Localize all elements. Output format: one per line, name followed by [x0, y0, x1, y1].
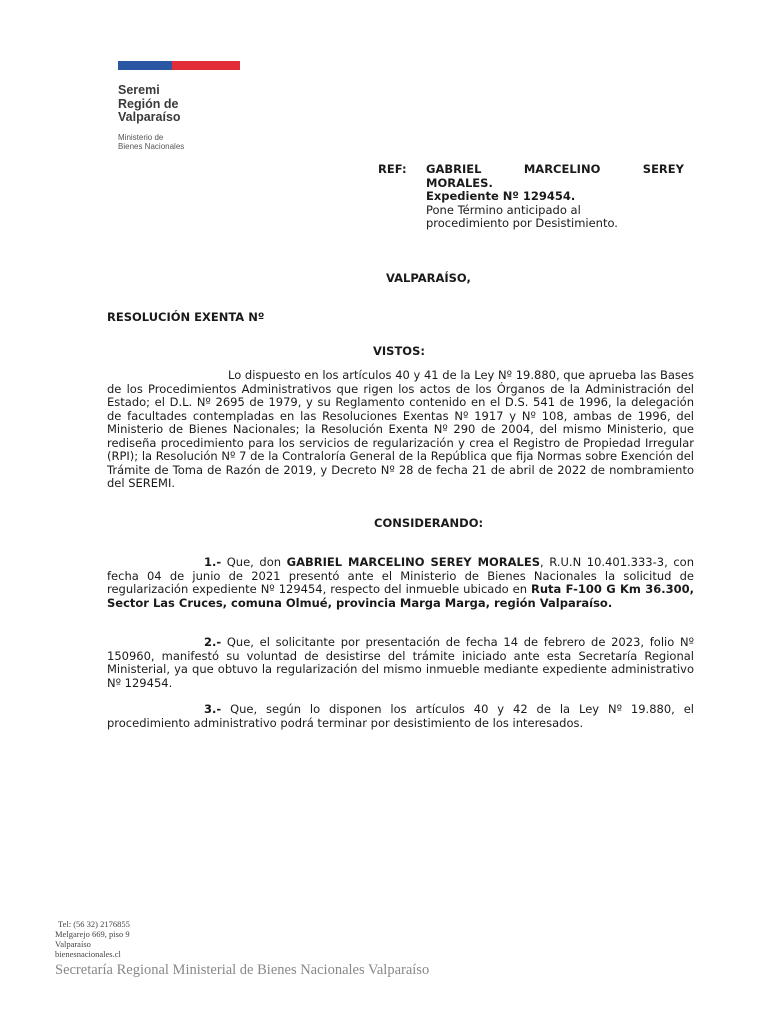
logo-flag-blue: [118, 61, 172, 70]
logo-flag-red: [172, 61, 240, 70]
city-date-line: VALPARAÍSO,: [386, 271, 471, 285]
item-number: 1.-: [204, 555, 222, 569]
footer-phone: Tel: (56 32) 2176855: [58, 919, 130, 929]
ref-body: [426, 163, 684, 231]
ref-name-word: MARCELINO: [523, 162, 601, 176]
ref-name-line: [426, 163, 684, 177]
ref-label: REF:: [378, 162, 407, 176]
logo-title-line: Región de: [118, 96, 179, 111]
logo-subtitle-line: Ministerio de: [118, 132, 164, 142]
logo-title-line: Valparaíso: [118, 110, 181, 124]
property-location: Ruta F-100 G Km 36.300, Sector Las Cruces, comuna Olmué, provincia Marga Marga, región Valparaíso.: [107, 582, 694, 610]
footer-title: Secretaría Regional Ministerial de Bienes Nacionales Valparaíso: [55, 962, 430, 978]
ref-description: procedimiento por Desistimiento.: [426, 216, 618, 230]
footer-address: Melgarejo 669, piso 9: [55, 929, 130, 939]
item-number: 2.-: [204, 635, 222, 649]
logo-title: [118, 84, 240, 125]
considerando-item-2: [107, 636, 694, 690]
ref-name-word: SEREY: [642, 162, 684, 176]
item-text: Que, según lo disponen los artículos 40 y 42 de la Ley Nº 19.880, el procedimiento administrativo podrá terminar por desistimiento de los interesados.: [107, 702, 694, 730]
ref-name-word: GABRIEL: [426, 162, 482, 176]
footer-website: bienesnacionales.cl: [55, 949, 121, 959]
logo-title-line: Seremi: [118, 83, 160, 97]
ref-name-continuation: MORALES.: [426, 175, 493, 190]
logo-subtitle: [118, 133, 240, 152]
logo-flag-bar: [118, 61, 240, 70]
considerando-heading: CONSIDERANDO:: [374, 516, 484, 530]
vistos-heading: VISTOS:: [373, 344, 425, 358]
logo-subtitle-line: Bienes Nacionales: [118, 142, 185, 151]
resolution-title: RESOLUCIÓN EXENTA Nº: [107, 310, 265, 324]
ref-expediente: Expediente Nº 129454.: [426, 189, 576, 203]
vistos-paragraph: [107, 369, 694, 491]
item-text: , R.U.N 10.401.333-3, con fecha 04 de junio de 2021 presentó ante el Ministerio de Bienes Nacionales la solicitud de regularización expediente Nº 129454, respecto del inmueble ubicado en: [107, 555, 694, 596]
vistos-text: Lo dispuesto en los artículos 40 y 41 de la Ley Nº 19.880, que aprueba las Bases de los Procedimientos Administrativos que rigen los actos de los Órganos de la Administración del Estado; el D.L. Nº 2695 de 1979, y su Reglamento contenido en el D.S. 541 de 1996, la delegación de facultades contempladas en las Resoluciones Exentas Nº 1917 y Nº 108, ambas de 1996, del Ministerio de Bienes Nacionales; la Resolución Exenta Nº 290 de 2004, del mismo Ministerio, que rediseña procedimiento para los servicios de regularización y crea el Registro de Propiedad Irregular (RPI); la Resolución Nº 7 de la Contraloría General de la República que fija Normas sobre Exención del Trámite de Toma de Razón de 2019, y Decreto Nº 28 de fecha 21 de abril de 2022 de nombramiento del SEREMI.: [107, 368, 694, 490]
footer-contact: [55, 919, 130, 959]
item-text: Que, don: [221, 555, 287, 569]
ref-description: Pone Término anticipado al: [426, 202, 581, 217]
considerando-item-3: [107, 703, 694, 730]
considerando-item-1: [107, 556, 694, 610]
item-number: 3.-: [204, 702, 222, 716]
footer-city: Valparaíso: [55, 939, 91, 949]
item-text: Que, el solicitante por presentación de fecha 14 de febrero de 2023, folio Nº 150960, manifestó su voluntad de desistirse del trámite iniciado ante esta Secretaría Regional Ministerial, ya que obtuvo la regularización del mismo inmueble mediante expediente administrativo Nº 129454.: [107, 635, 694, 690]
seremi-logo: [118, 61, 240, 152]
applicant-name: GABRIEL MARCELINO SEREY MORALES: [286, 555, 541, 569]
